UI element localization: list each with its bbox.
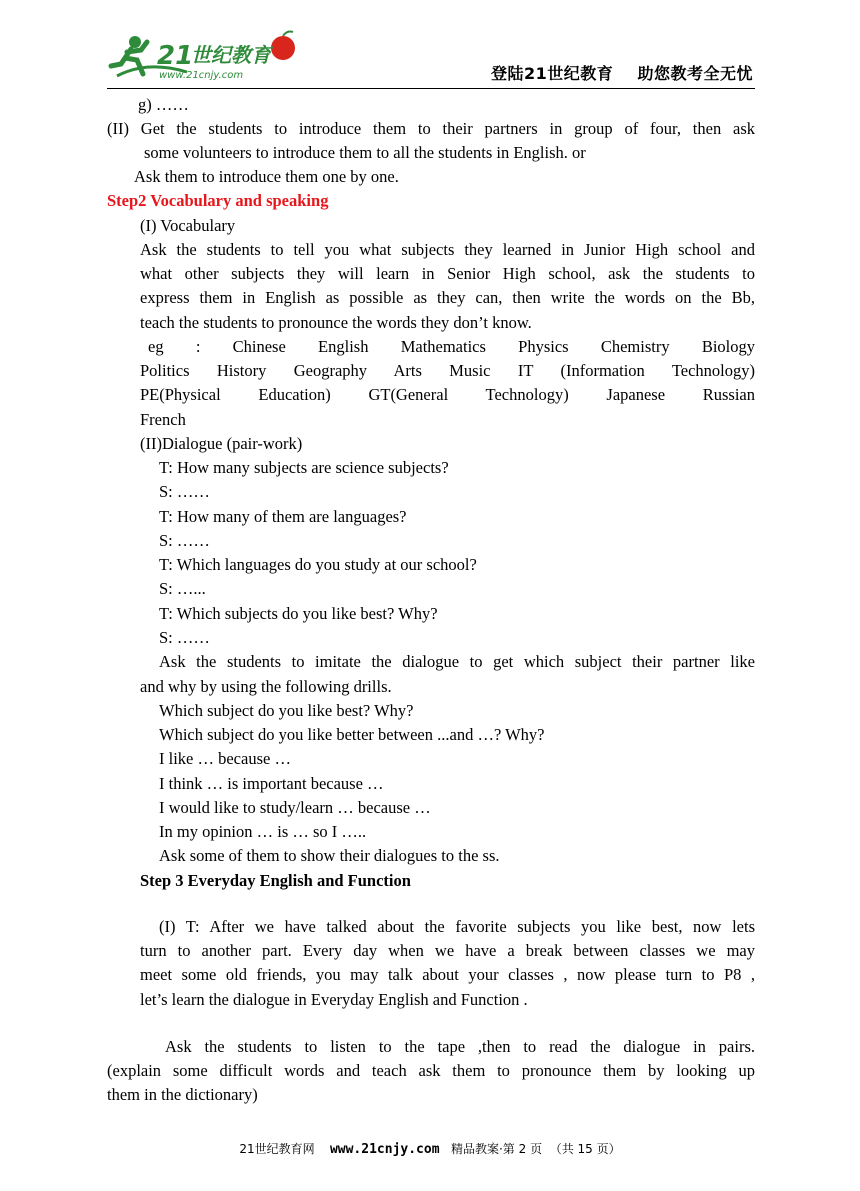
footer-site-url[interactable]: www.21cnjy.com <box>329 1142 440 1157</box>
drill-line: Which subject do you like best? Why? <box>159 701 414 720</box>
text-line: and why by using the following drills. <box>140 677 392 696</box>
logo-21cnjy <box>107 30 307 86</box>
subject-list-line: PE(Physical Education) GT(General Technology) Japanese Russian <box>140 385 755 404</box>
text-line: turn to another part. Every day when we have a break between classes we may <box>140 941 755 960</box>
dialogue-line: S: …… <box>159 482 210 501</box>
text-line: (explain some difficult words and teach ask them to pronounce them by looking up <box>107 1061 755 1080</box>
header-slogan: 登陆21世纪教育 助您教考全无忧 <box>490 64 753 83</box>
text-line: (I) T: After we have talked about the favorite subjects you like best, now lets <box>159 917 755 936</box>
dialogue-line: T: How many of them are languages? <box>159 507 407 526</box>
svg-text:21: 21 <box>157 41 194 71</box>
text-line: Ask the students to listen to the tape ,then to read the dialogue in pairs. <box>165 1037 755 1056</box>
text-line: what other subjects they will learn in Senior High school, ask the students to <box>140 264 755 283</box>
subject-list-line: eg : Chinese English Mathematics Physics Chemistry Biology <box>148 337 755 356</box>
section-heading-step2: Step2 Vocabulary and speaking <box>107 191 329 210</box>
svg-text:世纪教育: 世纪教育 <box>191 43 271 67</box>
text-line: Ask the students to tell you what subjects they learned in Junior High school and <box>140 240 755 259</box>
drill-line: In my opinion … is … so I ….. <box>159 822 367 841</box>
footer-site-name: 21世纪教育网 <box>239 1142 315 1156</box>
drill-line: I think … is important because … <box>159 774 384 793</box>
text-line: teach the students to pronounce the words they don’t know. <box>140 313 532 332</box>
page-footer <box>0 1140 860 1157</box>
svg-text:www.21cnjy.com: www.21cnjy.com <box>159 70 244 81</box>
text-line: Ask some of them to show their dialogues to the ss. <box>159 846 500 865</box>
text-line: them in the dictionary) <box>107 1085 258 1104</box>
text-line: Ask the students to imitate the dialogue to get which subject their partner like <box>159 652 755 671</box>
dialogue-line: S: …… <box>159 628 210 647</box>
text-line: (II)Dialogue (pair-work) <box>140 434 303 453</box>
header-divider <box>107 88 755 89</box>
text-line: Ask them to introduce them one by one. <box>134 167 399 186</box>
text-line: express them in English as possible as they can, then write the words on the Bb, <box>140 288 755 307</box>
text-line: some volunteers to introduce them to all the students in English. or <box>144 143 586 162</box>
drill-line: Which subject do you like better between ...and …? Why? <box>159 725 545 744</box>
section-heading-step3: Step 3 Everyday English and Function <box>140 871 411 890</box>
page-header <box>107 28 755 90</box>
footer-page-info: 精品教案·第 2 页 （共 15 页） <box>450 1142 621 1156</box>
dialogue-line: S: …… <box>159 531 210 550</box>
drill-line: I like … because … <box>159 749 291 768</box>
text-line: (II) Get the students to introduce them to their partners in group of four, then ask <box>107 119 755 138</box>
dialogue-line: S: …... <box>159 579 206 598</box>
text-line: let’s learn the dialogue in Everyday English and Function . <box>140 990 528 1009</box>
subject-list-line: French <box>140 410 186 429</box>
dialogue-line: T: How many subjects are science subjects? <box>159 458 449 477</box>
drill-line: I would like to study/learn … because … <box>159 798 431 817</box>
dialogue-line: T: Which subjects do you like best? Why? <box>159 604 438 623</box>
dialogue-line: T: Which languages do you study at our school? <box>159 555 477 574</box>
subject-list-line: Politics History Geography Arts Music IT (Information Technology) <box>140 361 755 380</box>
text-line: meet some old friends, you may talk about your classes , now please turn to P8 , <box>140 965 755 984</box>
text-line: (I) Vocabulary <box>140 216 236 235</box>
text-line: g) …… <box>138 95 189 114</box>
